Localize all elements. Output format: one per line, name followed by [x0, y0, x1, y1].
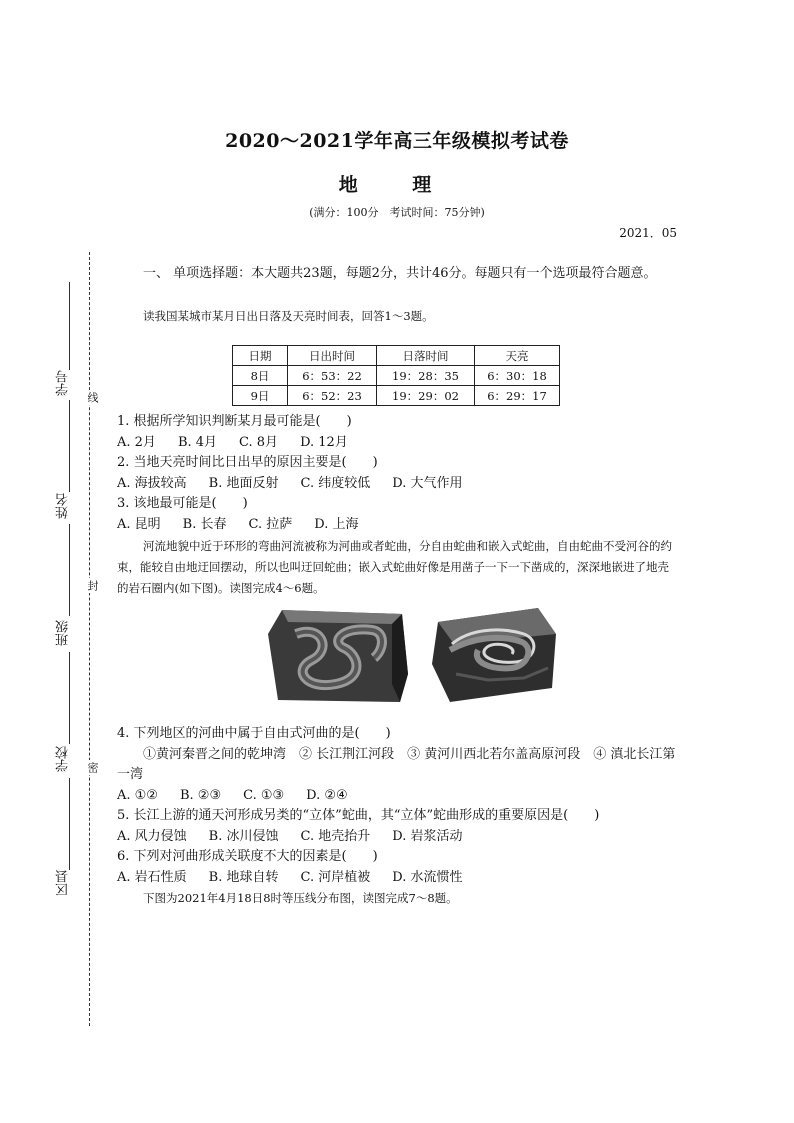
fill-line-name: [69, 400, 70, 492]
label-name: 姓名: [56, 493, 71, 519]
label-student-id: 学号: [56, 370, 71, 396]
table-header-cell: 日落时间: [377, 346, 475, 366]
binding-mark-line: 线: [86, 392, 99, 403]
question-3-stem: 3. 该地最可能是( ): [117, 496, 248, 511]
option: D. 上海: [314, 516, 359, 532]
question-6-stem: 6. 下列对河曲形成关联度不大的因素是( ): [117, 849, 378, 864]
binding-mark-seal: 封: [86, 580, 99, 591]
questions-4-6: [117, 724, 677, 909]
table-cell: 6：29：17: [475, 386, 560, 406]
table-row: [233, 366, 560, 386]
table-header-row: [233, 346, 560, 366]
question-4-stem: 4. 下列地区的河曲中属于自由式河曲的是( ): [117, 726, 391, 741]
exam-meta: (满分：100分 考试时间：75分钟): [309, 206, 485, 219]
option: C. 拉萨: [248, 516, 293, 532]
option: D. 水流惯性: [392, 869, 463, 885]
option: A. 风力侵蚀: [117, 828, 187, 844]
label-class: 班级: [56, 620, 71, 646]
option: C. 8月: [239, 434, 279, 450]
option: A. 昆明: [117, 516, 161, 532]
question-5-options: [117, 827, 677, 848]
option: B. 冰川侵蚀: [208, 828, 279, 844]
binding-dashed-line: [89, 252, 90, 1026]
table-cell: 9日: [233, 386, 288, 406]
table-cell: 6：53：22: [288, 366, 377, 386]
table-cell: 6：52：23: [288, 386, 377, 406]
fill-line-district: [69, 778, 70, 870]
option: A. 岩石性质: [117, 869, 187, 885]
option: A. ①②: [117, 787, 158, 803]
table-row: [233, 386, 560, 406]
fill-line-class: [69, 524, 70, 616]
question-6-options: [117, 868, 677, 889]
table-cell: 19：28：35: [377, 366, 475, 386]
isobar-intro: 下图为2021年4月18日8时等压线分布图，读图完成7～8题。: [143, 891, 458, 905]
exam-date: 2021．05: [619, 226, 677, 240]
free-meander-block-photo: [262, 604, 412, 706]
option: D. 大气作用: [392, 475, 463, 491]
label-school: 学校: [56, 746, 71, 772]
option: D. 12月: [300, 434, 348, 450]
question-1-options: [117, 433, 677, 454]
question-4-options: [117, 786, 677, 807]
exam-title: 2020～2021学年高三年级模拟考试卷: [225, 130, 569, 152]
table-header-cell: 日期: [233, 346, 288, 366]
binding-mark-close: 密: [86, 762, 99, 773]
option: A. 海拔较高: [117, 475, 187, 491]
meander-intro: 河流地貌中近于环形的弯曲河流被称为河曲或者蛇曲，分自由蛇曲和嵌入式蛇曲，自由蛇曲不受河谷的约束，能较自由地迂回摆动，所以也叫迂回蛇曲；嵌入式蛇曲好像是用凿子一下一下凿成的，深深地嵌进了地壳的岩石圈内(如下图)。读图完成4～6题。: [117, 539, 672, 595]
table-header-cell: 日出时间: [288, 346, 377, 366]
table-intro: 读我国某城市某月日出日落及天亮时间表，回答1～3题。: [143, 309, 434, 323]
table-cell: 8日: [233, 366, 288, 386]
option: C. ①③: [243, 787, 285, 803]
subject-title: 地 理: [338, 174, 456, 196]
option: C. 河岸植被: [300, 869, 371, 885]
questions-1-3: [117, 412, 677, 535]
option: B. 地球自转: [208, 869, 279, 885]
option: C. 纬度较低: [300, 475, 371, 491]
fill-line-school: [69, 652, 70, 744]
question-2-options: [117, 474, 677, 495]
option: B. 长春: [182, 516, 227, 532]
option: D. ②④: [306, 787, 348, 803]
incised-meander-block-photo: [428, 604, 560, 706]
option: A. 2月: [117, 434, 156, 450]
question-4-detail: ①黄河秦晋之间的乾坤湾 ② 长江荆江河段 ③ 黄河川西北若尔盖高原河段 ④ 滇北长江第一湾: [117, 746, 676, 782]
label-district: 区县: [56, 870, 71, 896]
fill-line-student-id: [69, 282, 70, 370]
question-2-stem: 2. 当地天亮时间比日出早的原因主要是( ): [117, 455, 378, 470]
table-header-cell: 天亮: [475, 346, 560, 366]
section-heading: 一、 单项选择题：本大题共23题，每题2分，共计46分。每题只有一个选项最符合题意。: [143, 266, 657, 281]
option: C. 地壳抬升: [300, 828, 371, 844]
option: D. 岩浆活动: [392, 828, 463, 844]
option: B. 4月: [177, 434, 218, 450]
question-3-options: [117, 515, 677, 536]
option: B. 地面反射: [208, 475, 279, 491]
sunrise-table: [232, 345, 560, 406]
table-cell: 19：29：02: [377, 386, 475, 406]
question-1-stem: 1. 根据所学知识判断某月最可能是( ): [117, 414, 352, 429]
option: B. ②③: [179, 787, 222, 803]
question-5-stem: 5. 长江上游的通天河形成另类的“立体”蛇曲，其“立体”蛇曲形成的重要原因是( ): [117, 808, 600, 823]
table-cell: 6：30：18: [475, 366, 560, 386]
